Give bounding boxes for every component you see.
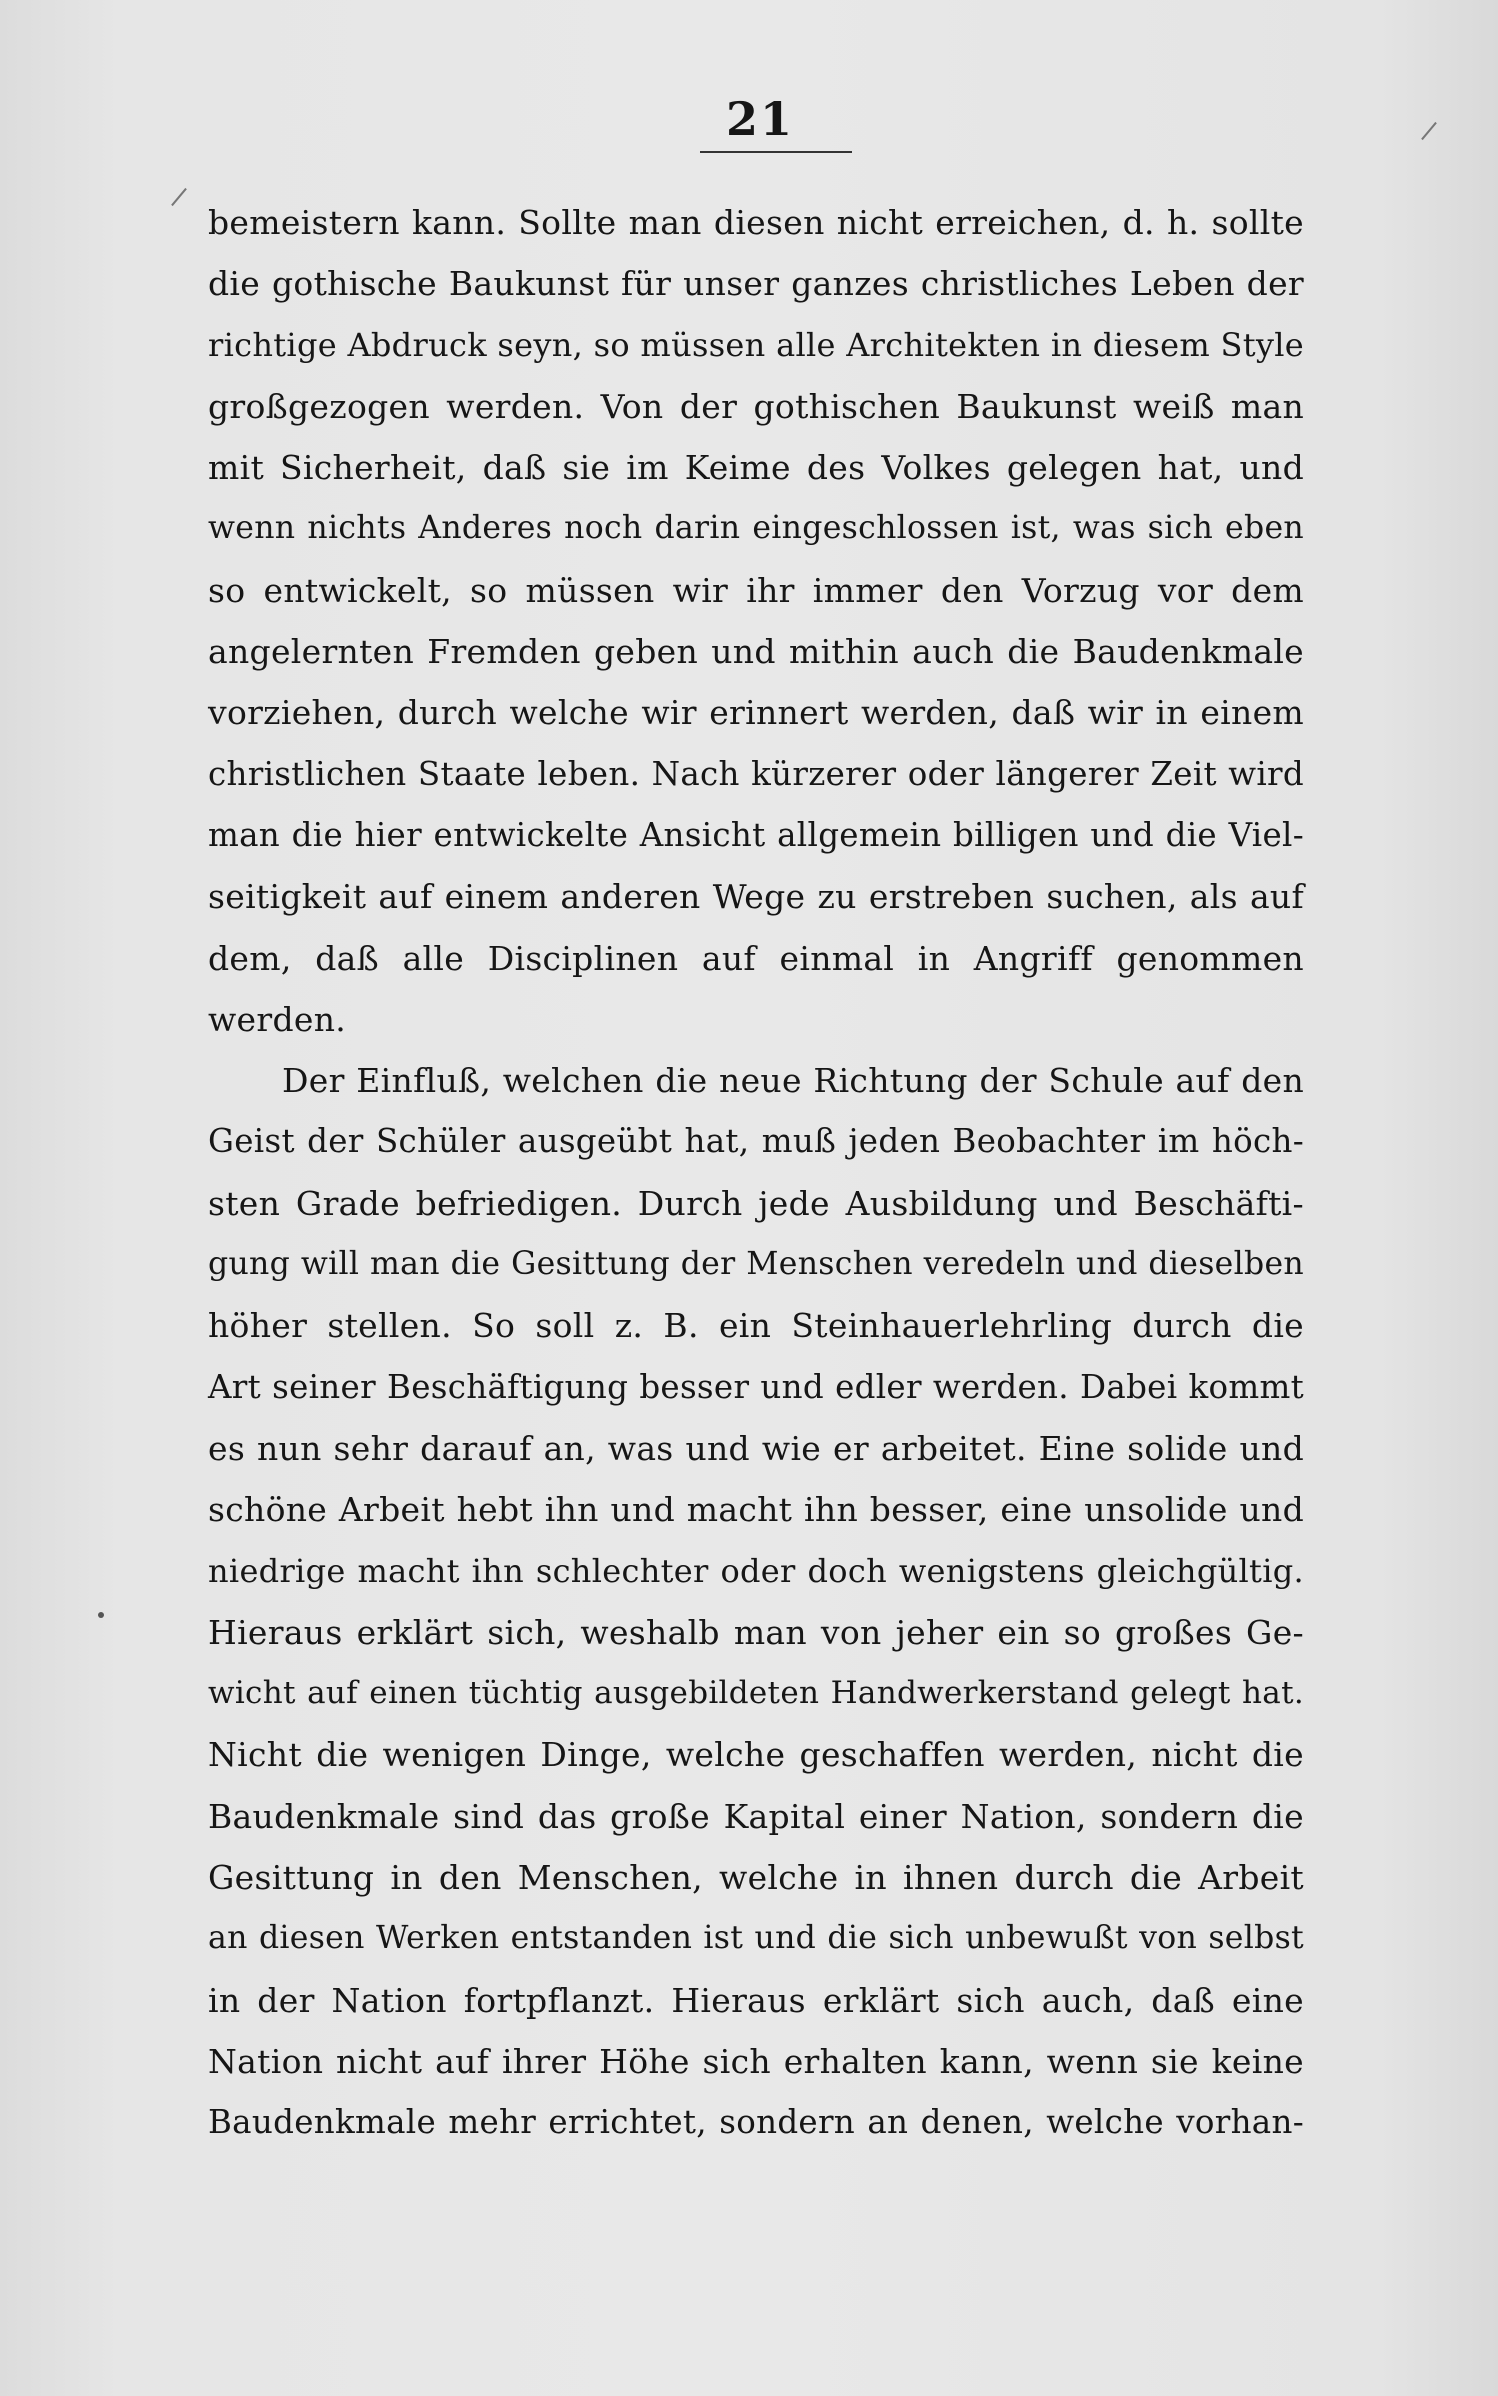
text-line: richtige Abdruck seyn, so müssen alle Architekten in diesem Style xyxy=(208,325,1304,364)
text-line: seitigkeit auf einem anderen Wege zu erstreben suchen, als auf xyxy=(208,877,1304,917)
text-line: angelernten Fremden geben und mithin auch die Baudenkmale xyxy=(208,632,1304,672)
text-line: Baudenkmale sind das große Kapital einer Nation, sondern die xyxy=(208,1796,1304,1836)
paragraph-2 xyxy=(208,1050,1304,2153)
text-line: wenn nichts Anderes noch darin eingeschlossen ist, was sich eben xyxy=(208,510,1304,547)
text-line: mit Sicherheit, daß sie im Keime des Volkes gelegen hat, und xyxy=(208,448,1304,488)
page-number: 21 xyxy=(725,92,794,146)
text-line: niedrige macht ihn schlechter oder doch wenigstens gleichgültig. xyxy=(208,1551,1304,1590)
text-line: Nation nicht auf ihrer Höhe sich erhalten kann, wenn sie keine xyxy=(208,2041,1304,2081)
ink-speck xyxy=(98,1612,104,1618)
text-line: Nicht die wenigen Dinge, welche geschaffen werden, nicht die xyxy=(208,1735,1304,1775)
text-line: wicht auf einen tüchtig ausgebildeten Handwerkerstand gelegt hat. xyxy=(208,1675,1304,1712)
text-line: so entwickelt, so müssen wir ihr immer den Vorzug vor dem xyxy=(208,570,1304,610)
text-line: vorziehen, durch welche wir erinnert werden, daß wir in einem xyxy=(208,693,1304,733)
text-line: Baudenkmale mehr errichtet, sondern an denen, welche vorhan- xyxy=(208,2103,1304,2142)
text-line: Geist der Schüler ausgeübt hat, muß jeden Beobachter im höch- xyxy=(208,1122,1304,1161)
body-text xyxy=(208,192,1304,2154)
text-line: bemeistern kann. Sollte man diesen nicht erreichen, d. h. sollte xyxy=(208,203,1304,242)
text-line: Art seiner Beschäftigung besser und edler werden. Dabei kommt xyxy=(208,1367,1304,1406)
text-line: dem, daß alle Disciplinen auf einmal in Angriff genommen xyxy=(208,938,1304,978)
text-line: christlichen Staate leben. Nach kürzerer oder längerer Zeit wird xyxy=(208,754,1304,793)
text-line: man die hier entwickelte Ansicht allgemein billigen und die Viel- xyxy=(208,815,1304,854)
scan-mark-top-right xyxy=(1421,122,1437,140)
text-line: schöne Arbeit hebt ihn und macht ihn besser, eine unsolide und xyxy=(208,1490,1304,1530)
text-line: an diesen Werken entstanden ist und die sich unbewußt von selbst xyxy=(208,1920,1304,1957)
text-line: Der Einfluß, welchen die neue Richtung der Schule auf den xyxy=(282,1061,1304,1101)
text-line: es nun sehr darauf an, was und wie er arbeitet. Eine solide und xyxy=(208,1428,1304,1468)
text-line: in der Nation fortpflanzt. Hieraus erklärt sich auch, daß eine xyxy=(208,1980,1304,2020)
paragraph-1 xyxy=(208,192,1304,1050)
scan-mark-top-left xyxy=(171,188,187,206)
text-line: gung will man die Gesittung der Menschen veredeln und dieselben xyxy=(208,1246,1304,1283)
text-line: die gothische Baukunst für unser ganzes christliches Leben der xyxy=(208,264,1304,304)
text-line: sten Grade befriedigen. Durch jede Ausbildung und Beschäfti- xyxy=(208,1183,1304,1223)
text-line: werden. xyxy=(208,999,347,1039)
text-line: Gesittung in den Menschen, welche in ihnen durch die Arbeit xyxy=(208,1858,1304,1898)
text-line: großgezogen werden. Von der gothischen Baukunst weiß man xyxy=(208,386,1304,426)
text-line: Hieraus erklärt sich, weshalb man von jeher ein so großes Ge- xyxy=(208,1612,1304,1652)
header-rule xyxy=(700,151,852,153)
text-line: höher stellen. So soll z. B. ein Steinhauerlehrling durch die xyxy=(208,1306,1304,1346)
